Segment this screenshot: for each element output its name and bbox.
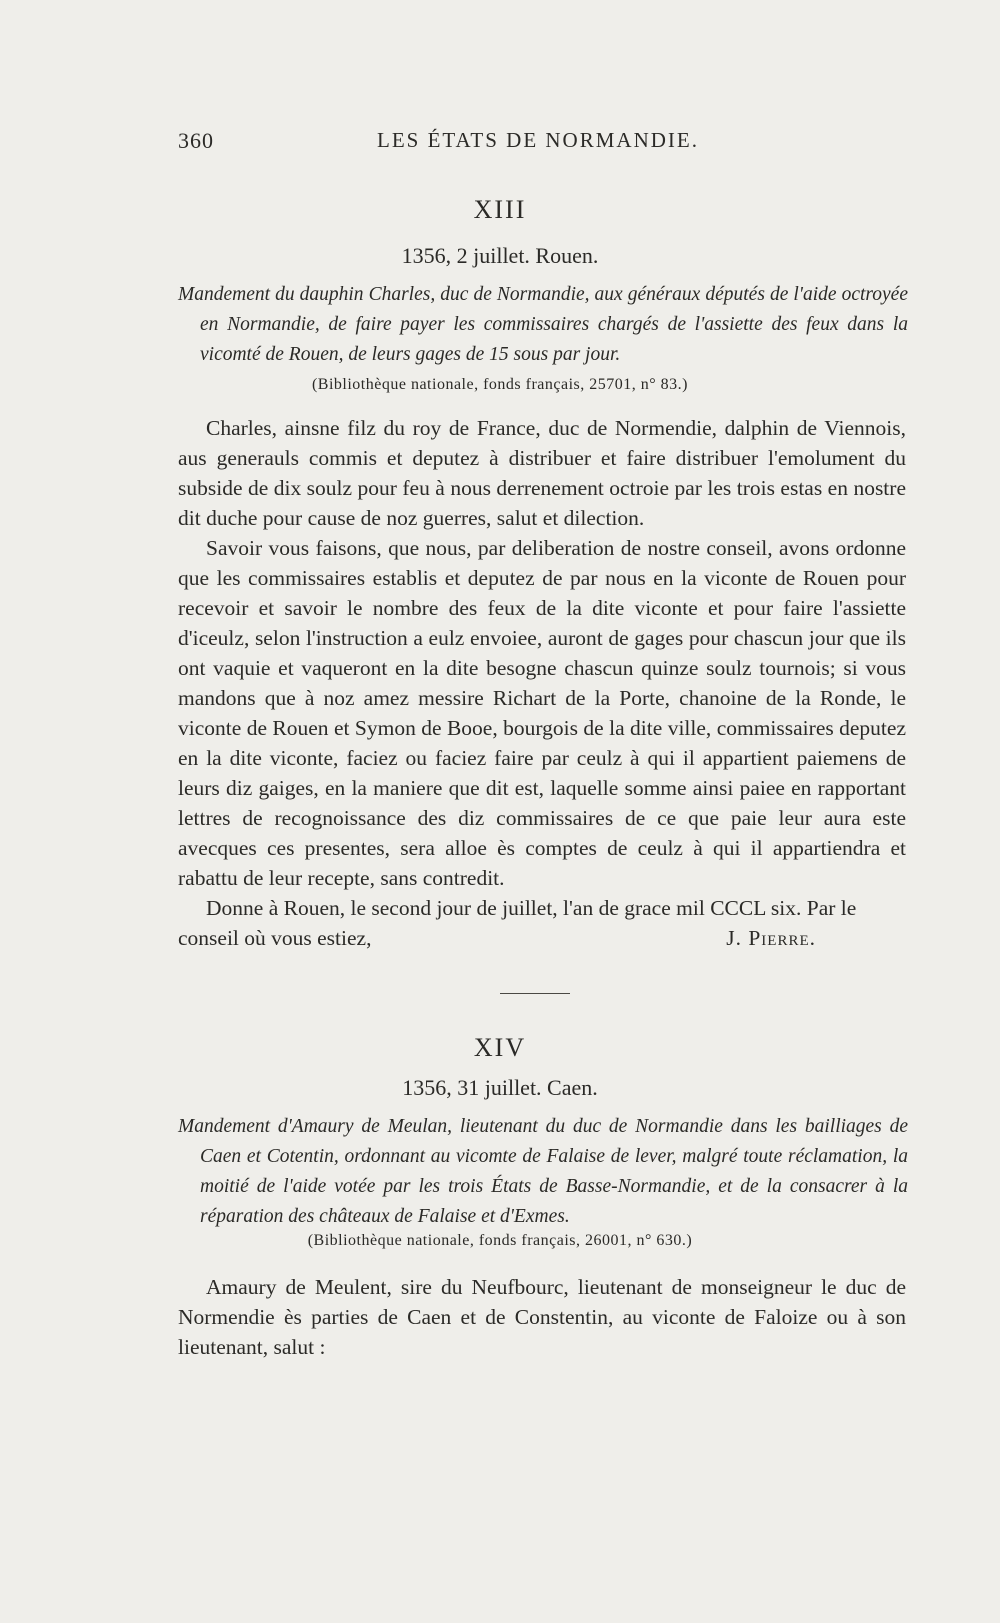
body-paragraph: Savoir vous faisons, que nous, par deliberation de nostre conseil, avons ordonne que les commissaires establis et deputez de par nous en la viconte de Rouen pour recevoir et savoir le nombre des feux de la dite viconte et pour faire l'assiette d'iceulz, selon l'instruction a eulz envoiee, auront de gages pour chascun jour que ils ont vaquie et vaqueront en la dite besogne chascun quinze soulz tournois; si vous mandons que à noz amez messire Richart de la Porte, chanoine de la Ronde, le viconte de Rouen et Symon de Booe, bourgois de la dite ville, commissaires deputez en la dite viconte, faciez ou faciez faire par ceulz à qui il appartient paiemens de leurs diz gaiges, en la maniere que dit est, laquelle somme ainsi paiee en rapportant lettres de recognoissance des diz commissaires de ce que paie leur aura este avecques ces presentes, sera alloe ès comptes de ceulz à qui il appartiendra et rabattu de leur recepte, sans contredit. [178, 536, 906, 890]
summary-text: Mandement d'Amaury de Meulan, lieutenant du duc de Normandie dans les bailliages de Caen et Cotentin, ordonnant au vicomte de Falaise de lever, malgré toute réclamation, la moitié de l'aide votée par les trois États de Basse-Normandie, et de la consacrer à la réparation des châteaux de Falaise et d'Exmes. [178, 1116, 908, 1227]
document-date-xiv: 1356, 31 juillet. Caen. [402, 1075, 598, 1100]
body-paragraph: Donne à Rouen, le second jour de juillet, l'an de grace mil CCCL six. Par le [206, 896, 857, 920]
source-citation-xiv: (Bibliothèque nationale, fonds français, 26001, n° 630.) [307, 1232, 693, 1249]
running-title: LES ÉTATS DE NORMANDIE. [377, 128, 699, 152]
body-paragraph: Amaury de Meulent, sire du Neufbourc, lieutenant de monseigneur le duc de Normendie ès parties de Caen et de Constentin, au viconte de Faloize ou à son lieutenant, salut : [178, 1275, 906, 1359]
source-citation-xiii: (Bibliothèque nationale, fonds français, 25701, n° 83.) [311, 376, 689, 393]
page-number: 360 [178, 128, 214, 153]
document-body-xiii [178, 413, 906, 953]
section-divider [500, 993, 570, 994]
running-head [178, 128, 898, 158]
signature-line [178, 923, 906, 953]
document-number-xiv: XIV [473, 1033, 527, 1062]
summary-text: Mandement du dauphin Charles, duc de Normandie, aux généraux députés de l'aide octroyée en Normandie, de faire payer les commissaires chargés de l'assiette des feux dans la vicomté de Rouen, de leurs gages de 15 sous par jour. [178, 284, 908, 365]
document-summary-xiii [178, 280, 908, 370]
document-body-xiv [178, 1272, 906, 1362]
document-number-xiii: XIII [473, 195, 527, 224]
body-paragraph: Charles, ainsne filz du roy de France, duc de Normendie, dalphin de Viennois, aus generauls commis et deputez à distribuer et faire distribuer l'emolument du subside de dix soulz pour feu à nous derrenement octroie par les trois estas en nostre dit duche pour cause de noz guerres, salut et dilection. [178, 416, 906, 530]
signature: J. Pierre. [726, 926, 816, 950]
document-date-xiii: 1356, 2 juillet. Rouen. [401, 243, 599, 268]
closing-text: conseil où vous estiez, [178, 926, 372, 950]
document-summary-xiv [178, 1112, 908, 1232]
